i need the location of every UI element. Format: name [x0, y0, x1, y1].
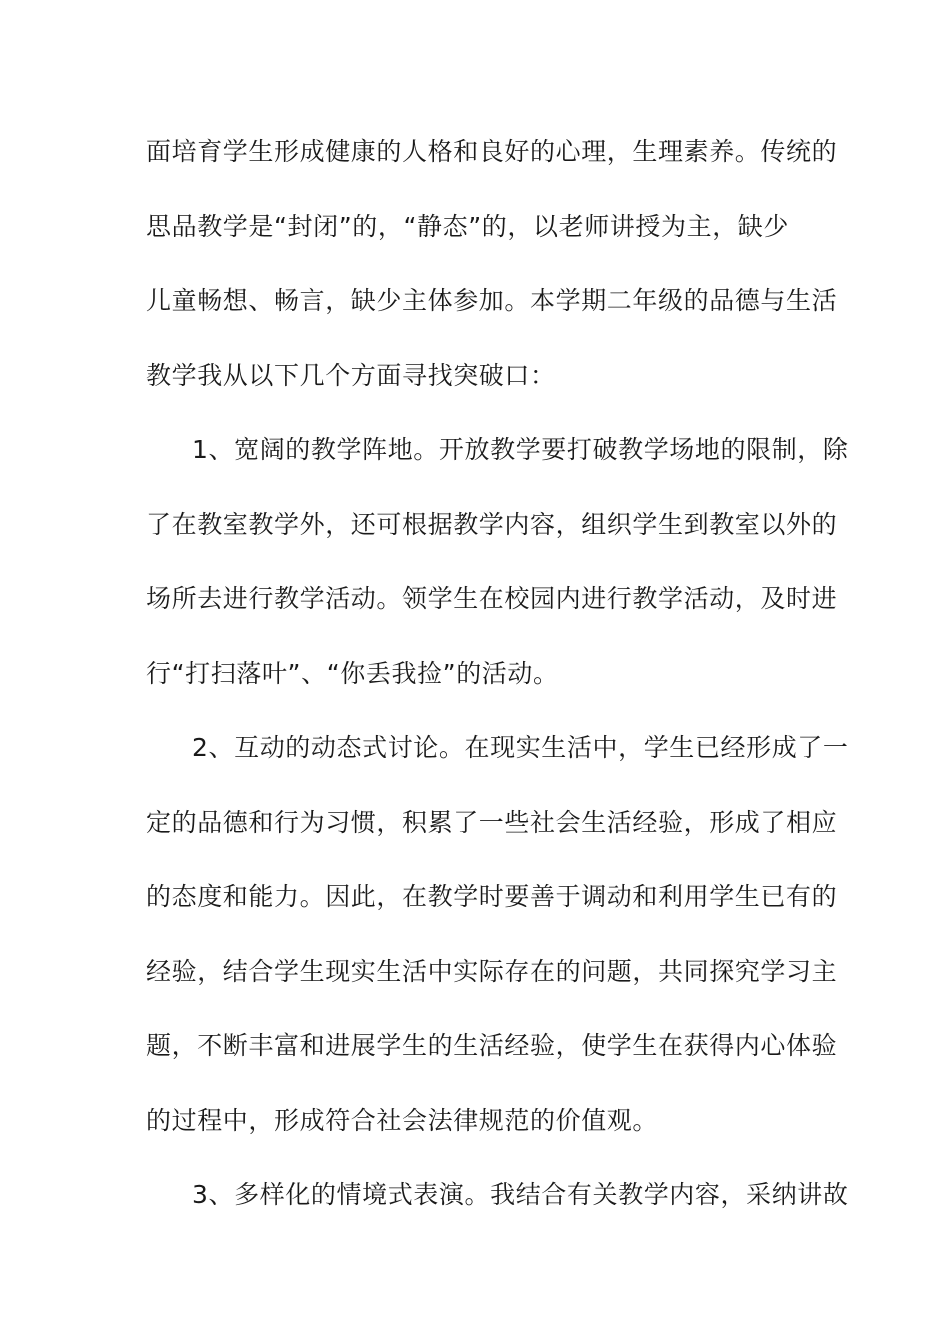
text-line: 场所去进行教学活动。领学生在校园内进行教学活动，及时进 [146, 584, 838, 613]
body-text [146, 130, 849, 1248]
text-line: 经验，结合学生现实生活中实际存在的问题，共同探究学习主 [146, 956, 838, 986]
text-line: 行“打扫落叶”、“你丢我捡”的活动。 [146, 658, 559, 688]
text-line: 3、多样化的情境式表演。我结合有关教学内容，采纳讲故 [192, 1180, 849, 1209]
text-line: 儿童畅想、畅言，缺少主体参加。本学期二年级的品德与生活 [146, 286, 838, 315]
text-line: 1、宽阔的教学阵地。开放教学要打破教学场地的限制，除 [192, 435, 849, 464]
text-line: 的态度和能力。因此，在教学时要善于调动和利用学生已有的 [146, 882, 838, 911]
text-line: 教学我从以下几个方面寻找突破口： [146, 360, 556, 390]
text-line: 思品教学是“封闭”的，“静态”的，以老师讲授为主，缺少 [146, 211, 790, 241]
text-line: 2、互动的动态式讨论。在现实生活中，学生已经形成了一 [192, 733, 849, 762]
text-line: 题，不断丰富和进展学生的生活经验，使学生在获得内心体验 [146, 1031, 838, 1060]
text-line: 了在教室教学外，还可根据教学内容，组织学生到教室以外的 [146, 509, 838, 539]
text-line: 定的品德和行为习惯，积累了一些社会生活经验，形成了相应 [146, 807, 838, 837]
text-line: 面培育学生形成健康的人格和良好的心理，生理素养。传统的 [146, 137, 838, 166]
text-line: 的过程中，形成符合社会法律规范的价值观。 [146, 1105, 659, 1135]
